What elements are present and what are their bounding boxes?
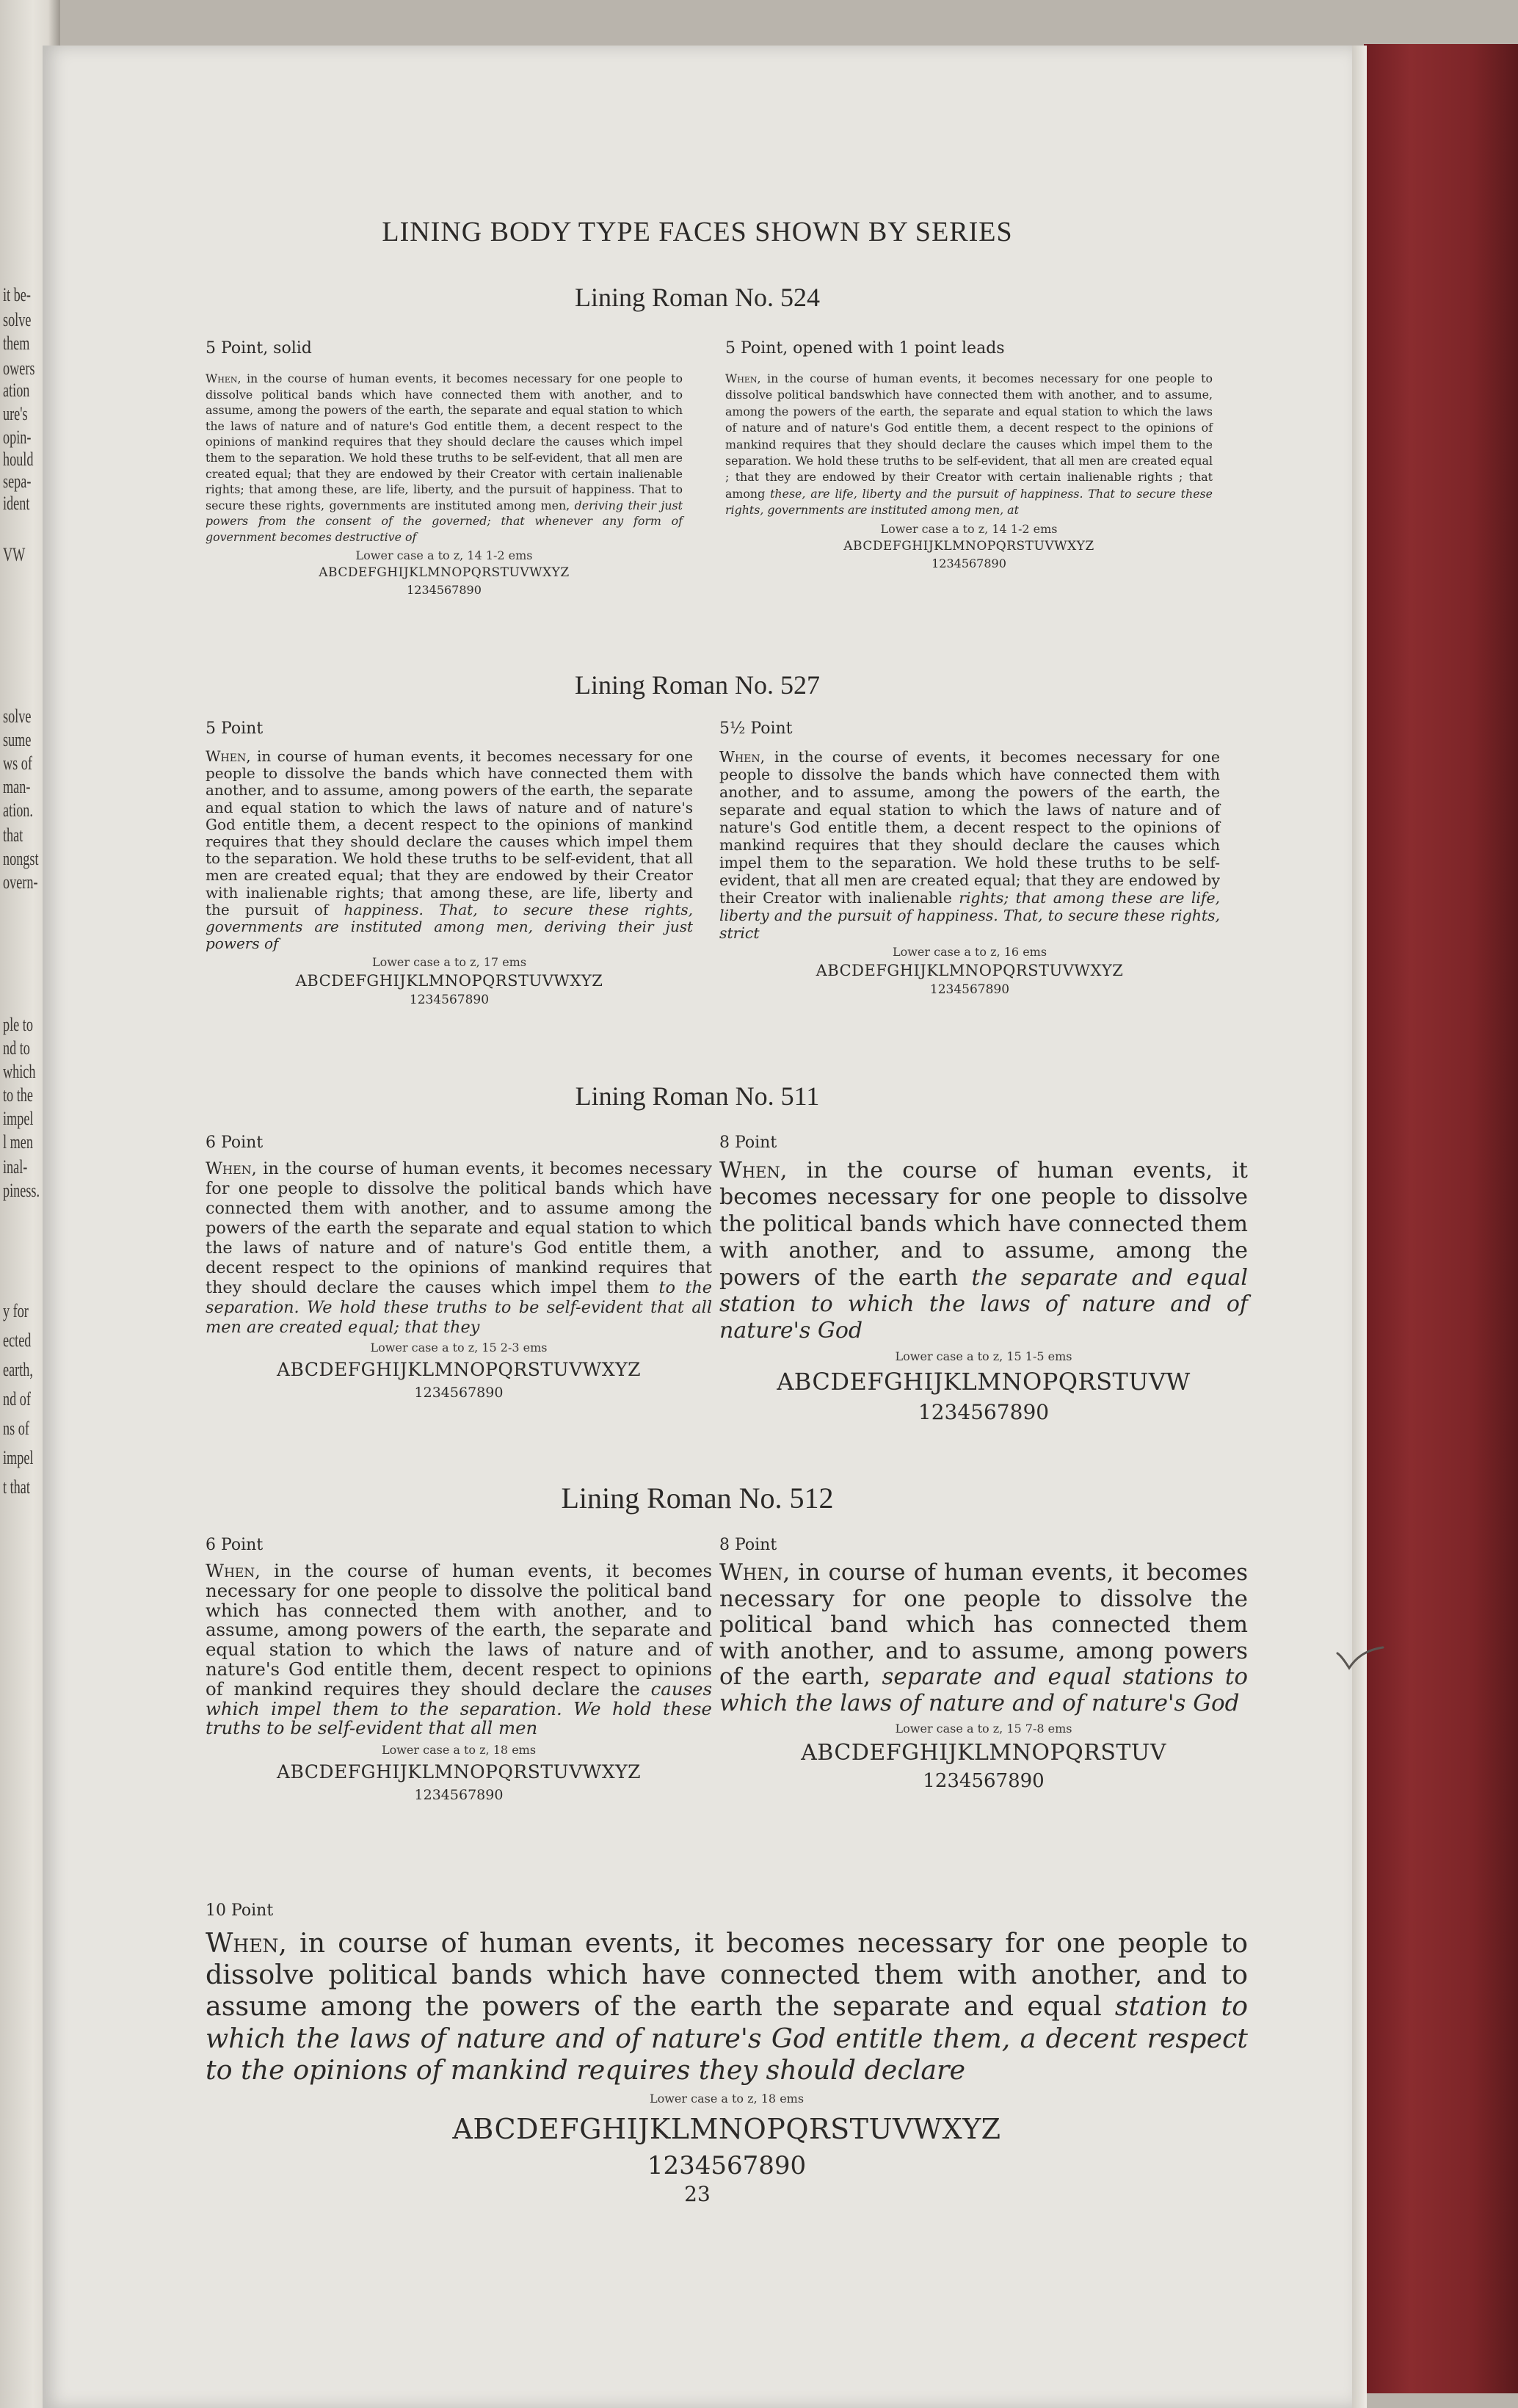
series-title-512: Lining Roman No. 512 bbox=[561, 1482, 834, 1515]
capital-alphabet: ABCDEFGHIJKLMNOPQRSTUVW bbox=[777, 1367, 1191, 1396]
italic-text: the separate and equal station to which the laws of nature and of nature's God bbox=[719, 1264, 1248, 1344]
adjacent-page-text-fragment: ws of bbox=[3, 752, 32, 774]
point-size-label: 5 Point, solid bbox=[206, 339, 312, 358]
italic-text: to the separation. We hold these truths to be self-evident that all men are created equal; that they bbox=[206, 1278, 712, 1337]
roman-text: in the course of human events, it becomes necessary for one people to dissolve political bands which have connected them with another, and to assume, among the powers of the earth, the separate and equal station to which the laws of nature and of nature's God entitle them, a decent respect to the opinions of mankind requires that they should declare the causes which impel them to the separation. We hold these truths to be self-evident, that all men are created equal; that they are endowed by their Creator with certain inalienable rights; that among these, are life, liberty, and the pursuit of happiness. That to secure these rights, governments are instituted among men, bbox=[206, 371, 683, 512]
adjacent-page-text-fragment: that bbox=[3, 824, 23, 846]
italic-text: rights; that among these are life, liberty and the pursuit of happiness. That, to secure these rights, strict bbox=[719, 889, 1220, 942]
specimen-511-right bbox=[719, 1134, 1248, 1424]
numerals: 1234567890 bbox=[414, 1385, 504, 1401]
adjacent-page-text-fragment: VW bbox=[3, 544, 26, 565]
adjacent-page-text-fragment: sume bbox=[3, 729, 32, 750]
lowercase-width: Lower case a to z, 15 2-3 ems bbox=[370, 1341, 548, 1354]
lowercase-width: Lower case a to z, 14 1-2 ems bbox=[355, 548, 533, 562]
pencil-check-mark bbox=[1334, 1643, 1386, 1680]
specimen-text bbox=[719, 1158, 1248, 1345]
adjacent-page-text-fragment: piness. bbox=[3, 1180, 40, 1201]
adjacent-page-text-fragment: inal- bbox=[3, 1156, 28, 1178]
adjacent-page-text-fragment: it be- bbox=[3, 284, 31, 305]
lead-word: When, bbox=[719, 1158, 788, 1183]
lead-word: When, bbox=[725, 371, 761, 385]
numerals: 1234567890 bbox=[932, 556, 1006, 570]
adjacent-page-text-fragment: them bbox=[3, 333, 30, 354]
point-size-label: 10 Point bbox=[206, 1901, 274, 1920]
lowercase-width: Lower case a to z, 15 1-5 ems bbox=[895, 1349, 1072, 1363]
lowercase-width: Lower case a to z, 16 ems bbox=[892, 945, 1047, 959]
lead-word: When, bbox=[206, 1927, 287, 1959]
capital-alphabet: ABCDEFGHIJKLMNOPQRSTUVWXYZ bbox=[816, 962, 1124, 979]
italic-text: these, are life, liberty and the pursuit of happiness. That to secure these rights, governments are instituted among men, at bbox=[725, 486, 1213, 518]
page-edge bbox=[1352, 46, 1367, 2408]
specimen-text bbox=[206, 1927, 1248, 2086]
specimen-text bbox=[206, 1562, 712, 1738]
capital-alphabet: ABCDEFGHIJKLMNOPQRSTUVWXYZ bbox=[295, 972, 603, 990]
lead-word: When, bbox=[719, 748, 766, 766]
roman-text: in the course of human events, it becomes necessary for one people to dissolve political bandswhich have connected them with another, and to assume, among the powers of the earth, the separate and equal station to which the laws of nature and of nature's God entitle them, a decent respect to the opinions of mankind requires that they should declare the causes which impel them to the separation. We hold these truths to be self-evident, that all men are created equal ; that they are endowed by their Creator with certain inalienable rights ; that among bbox=[725, 371, 1213, 501]
numerals: 1234567890 bbox=[407, 582, 482, 597]
lead-word: When, bbox=[206, 371, 242, 385]
adjacent-page-text-fragment: opin- bbox=[3, 427, 32, 448]
adjacent-page-text-fragment: ation. bbox=[3, 799, 33, 821]
specimen-512-right bbox=[719, 1536, 1248, 1792]
lead-word: When, bbox=[206, 1159, 257, 1178]
roman-text: in the course of human events, it becomes necessary for one people to dissolve the political bands which have connected them with another, and to assume, among the powers of the earth bbox=[719, 1158, 1248, 1291]
specimen-512-left bbox=[206, 1536, 712, 1803]
numerals: 1234567890 bbox=[918, 1399, 1050, 1424]
point-size-label: 8 Point bbox=[719, 1134, 777, 1152]
italic-text: causes which impel them to the separation. We hold these truths to be self-evident that all men bbox=[206, 1678, 712, 1739]
capital-alphabet: ABCDEFGHIJKLMNOPQRSTUVWXYZ bbox=[843, 538, 1094, 554]
book-cover bbox=[1364, 44, 1518, 2393]
specimen-524-left bbox=[206, 339, 683, 597]
adjacent-page-text-fragment: solve bbox=[3, 706, 32, 727]
point-size-label: 5 Point, opened with 1 point leads bbox=[725, 339, 1005, 358]
point-size-label: 6 Point bbox=[206, 1134, 264, 1152]
adjacent-page-text-fragment: to the bbox=[3, 1084, 33, 1106]
specimen-text bbox=[719, 748, 1220, 942]
adjacent-page-text-fragment: overn- bbox=[3, 871, 38, 893]
specimen-524-right bbox=[725, 339, 1213, 570]
specimen-527-right bbox=[719, 719, 1220, 997]
point-size-label: 8 Point bbox=[719, 1536, 777, 1554]
lowercase-width: Lower case a to z, 17 ems bbox=[371, 955, 527, 970]
roman-text: in course of human events, it becomes necessary for one people to dissolve political bands which have connected them with another, and to assume among the powers of the earth the separate and equal bbox=[206, 1927, 1248, 2023]
adjacent-page-text-fragment: ns of bbox=[3, 1418, 29, 1439]
italic-text: station to which the laws of nature and of nature's God entitle them, a decent respect to the opinions of mankind requires they should declare bbox=[206, 1990, 1248, 2086]
numerals: 1234567890 bbox=[409, 993, 490, 1008]
roman-text: in the course of human events, it becomes necessary for one people to dissolve the political band which has connected them with another, and to assume, among powers of the earth, the separate and equal station to which the laws of nature and of nature's God entitle them, decent respect to opinions of mankind requires they should declare the bbox=[206, 1560, 712, 1700]
series-title-511: Lining Roman No. 511 bbox=[575, 1081, 820, 1111]
adjacent-page-text-fragment: ident bbox=[3, 493, 30, 514]
capital-alphabet: ABCDEFGHIJKLMNOPQRSTUVWXYZ bbox=[276, 1359, 641, 1380]
adjacent-page-text-fragment: earth, bbox=[3, 1359, 33, 1380]
adjacent-page-text-fragment: l men bbox=[3, 1131, 33, 1153]
adjacent-page-text-fragment: solve bbox=[3, 309, 32, 330]
lowercase-width: Lower case a to z, 18 ems bbox=[381, 1743, 537, 1758]
adjacent-page-text-fragment: ure's bbox=[3, 403, 28, 424]
roman-text: in course of human events, it becomes necessary for one people to dissolve the bands which have connected them with another, and to assume, among powers of the earth, the separate and equal station to which the laws of nature and of nature's God entitle them, a decent respect to the opinions of mankind requires that they should declare the causes which impel them to the separation. We hold these truths to be self-evident, that all men are created equal; that they are endowed by their Creator with inalienable rights; that among these, are life, liberty and the pursuit of bbox=[206, 747, 693, 918]
specimen-512-wide bbox=[206, 1901, 1248, 2180]
capital-alphabet: ABCDEFGHIJKLMNOPQRSTUVWXYZ bbox=[276, 1761, 641, 1783]
numerals: 1234567890 bbox=[414, 1787, 504, 1804]
lowercase-width: Lower case a to z, 18 ems bbox=[649, 2092, 805, 2106]
adjacent-page-text-fragment: man- bbox=[3, 776, 31, 797]
adjacent-page-text-fragment: nongst bbox=[3, 848, 39, 869]
lowercase-width: Lower case a to z, 14 1-2 ems bbox=[880, 521, 1058, 536]
book-page bbox=[43, 46, 1352, 2408]
numerals: 1234567890 bbox=[923, 1769, 1045, 1792]
series-title-524: Lining Roman No. 524 bbox=[575, 283, 820, 312]
adjacent-page-text-fragment: which bbox=[3, 1061, 36, 1082]
italic-text: separate and equal stations to which the laws of nature and of nature's God bbox=[719, 1664, 1248, 1716]
roman-text: in course of human events, it becomes necessary for one people to dissolve the political band which has connected them with another, and to assume, among powers of the earth, bbox=[719, 1559, 1248, 1691]
adjacent-page-text-fragment: hould bbox=[3, 449, 34, 470]
specimen-text bbox=[206, 1159, 712, 1338]
adjacent-page-text-fragment: t that bbox=[3, 1476, 30, 1498]
specimen-511-left bbox=[206, 1134, 712, 1401]
lead-word: When, bbox=[206, 1560, 261, 1581]
adjacent-page-text-fragment: nd to bbox=[3, 1037, 30, 1059]
point-size-label: 5 Point bbox=[206, 719, 264, 738]
point-size-label: 5½ Point bbox=[719, 719, 793, 738]
page-number: 23 bbox=[684, 2182, 711, 2206]
point-size-label: 6 Point bbox=[206, 1536, 264, 1554]
italic-text: happiness. That, to secure these rights, governments are instituted among men, deriving their just powers of bbox=[206, 900, 693, 953]
adjacent-page-text-fragment: ected bbox=[3, 1330, 32, 1351]
specimen-text bbox=[719, 1560, 1248, 1717]
adjacent-page-text-fragment: impel bbox=[3, 1108, 34, 1129]
italic-text: deriving their just powers from the consent of the governed; that whenever any form of government becomes destructive of bbox=[206, 498, 683, 544]
capital-alphabet: ABCDEFGHIJKLMNOPQRSTUVWXYZ bbox=[452, 2113, 1001, 2146]
adjacent-page-text-fragment: impel bbox=[3, 1447, 34, 1468]
numerals: 1234567890 bbox=[647, 2151, 807, 2181]
specimen-text bbox=[725, 371, 1213, 519]
adjacent-page-text-fragment: nd of bbox=[3, 1388, 31, 1410]
capital-alphabet: ABCDEFGHIJKLMNOPQRSTUVWXYZ bbox=[319, 565, 570, 580]
numerals: 1234567890 bbox=[929, 982, 1010, 997]
adjacent-page-text-fragment: sepa- bbox=[3, 471, 32, 492]
adjacent-page-text-fragment: ple to bbox=[3, 1014, 33, 1035]
specimen-text bbox=[206, 371, 683, 545]
adjacent-page-text-fragment: owers bbox=[3, 358, 35, 379]
adjacent-page-text-fragment: ation bbox=[3, 380, 30, 401]
series-title-527: Lining Roman No. 527 bbox=[575, 670, 820, 700]
roman-text: in the course of human events, it becomes necessary for one people to dissolve the political bands which have connected them with another, and to assume among the powers of the earth the separate and equal station to which the laws of nature and of nature's God entitle them, a decent respect to the opinions of mankind requires that they should declare the causes which impel them bbox=[206, 1159, 712, 1297]
roman-text: in the course of events, it becomes necessary for one people to dissolve the bands which have connected them with another, and to assume, among the powers of the earth, the separate and equal station to which the laws of nature and of nature's God entitle them, a decent respect to the opinions of mankind requires that they should declare the causes which impel them to the separation. We hold these truths to be self-evident, that all men are created equal; that they are endowed by their Creator with inalienable bbox=[719, 748, 1220, 907]
specimen-527-left bbox=[206, 719, 693, 1007]
lead-word: When, bbox=[719, 1559, 791, 1586]
lead-word: When, bbox=[206, 747, 251, 765]
adjacent-page-text-fragment: y for bbox=[3, 1300, 29, 1321]
specimen-text bbox=[206, 748, 693, 952]
lowercase-width: Lower case a to z, 15 7-8 ems bbox=[895, 1721, 1072, 1736]
capital-alphabet: ABCDEFGHIJKLMNOPQRSTUV bbox=[801, 1739, 1166, 1766]
page-title: LINING BODY TYPE FACES SHOWN BY SERIES bbox=[382, 217, 1013, 247]
